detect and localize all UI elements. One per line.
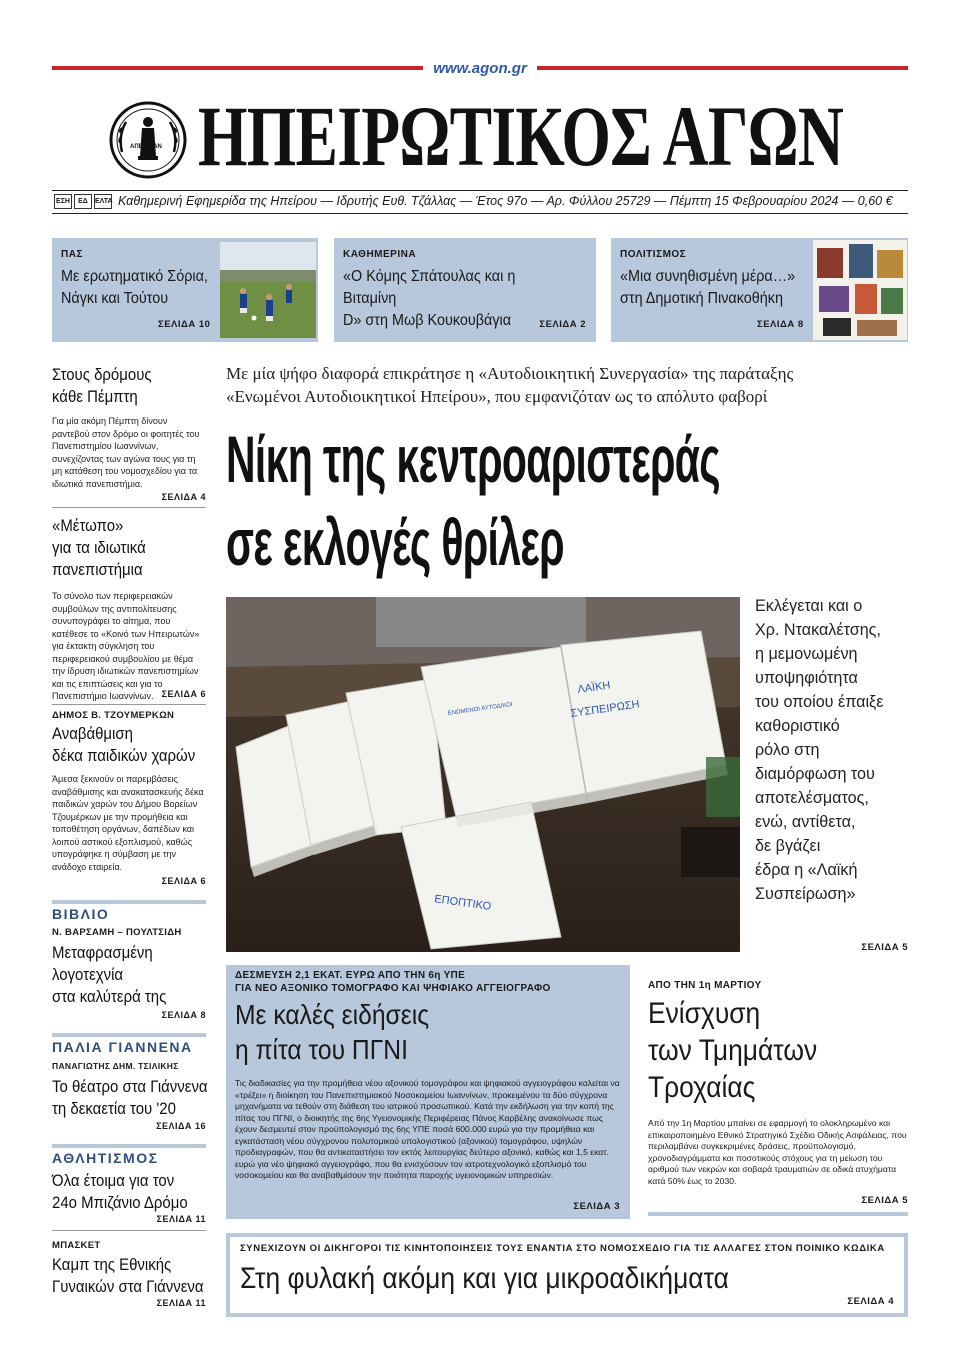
traffic-divider bbox=[648, 1212, 908, 1216]
photo-label-enomenoi: ΕΝΩΜΕΝΟΙ ΑΥΤΟΔ/ΚΟΙ bbox=[447, 701, 513, 717]
teaser-kicker: ΚΑΘΗΜΕΡΙΝΑ bbox=[343, 249, 417, 260]
sidebar-s5-headline[interactable]: Το θέατρο στα Γιάννενα τη δεκαετία του '20 bbox=[52, 1077, 208, 1118]
sidebar-s3-body: Άμεσα ξεκινούν οι παρεμβάσεις αναβάθμισης και ανακατασκευής δέκα παιδικών χαρών του Δήμου Βορείων Τζουμέρκων με την προμήθεια και τοποθέτηση οργάνων, δαπέδων και λοιπού αστικού εξοπλισμού, καθώς υπογράφηκε η σύμβαση με την ανάδοχο εταιρεία. bbox=[52, 774, 204, 872]
sidebar-s3-headline[interactable]: Αναβάθμιση δέκα παιδικών χαρών bbox=[52, 724, 196, 765]
ed-logo-icon: ΕΔ bbox=[74, 194, 92, 209]
gallery-photo bbox=[813, 240, 907, 340]
sidebar-divider bbox=[52, 507, 206, 508]
bottom-kicker: ΣΥΝΕΧΙΖΟΥΝ ΟΙ ΔΙΚΗΓΟΡΟΙ ΤΙΣ ΚΙΝΗΤΟΠΟΙΗΣΕΙΣ ΤΟΥΣ ΕΝΑΝΤΙΑ ΣΤΟ ΝΟΜΟΣΧΕΔΙΟ ΓΙΑ ΤΙΣ ΑΛΛΑΓΕΣ ΣΤΟΝ ΠΟΙΝΙΚΟ ΚΩΔΙΚΑ bbox=[240, 1243, 885, 1254]
teaser-page: ΣΕΛΙΔΑ 2 bbox=[539, 319, 586, 330]
sidebar-divider bbox=[52, 1230, 206, 1231]
traffic-body: Από την 1η Μαρτίου μπαίνει σε εφαρμογή το ολοκληρωμένο και επικαιροποιημένο Εθνικό Στρατηγικό Σχέδιο Οδικής Ασφάλειας, που περιλαμβάνει συγκεκριμένες δράσεις, προϋπολογισμό, χρονοδιαγράμματα και ποσοτικούς στόχους για τη μείωση του αριθμού των νεκρών και σοβαρά τραυματιών σε οδικά ατυχήματα κατά 50% έως το 2030. bbox=[648, 1118, 907, 1186]
bottom-story[interactable] bbox=[226, 1233, 908, 1317]
traffic-headline[interactable]: Ενίσχυση των Τμημάτων Τροχαίας bbox=[648, 997, 818, 1104]
lead-headline[interactable]: Νίκη της κεντροαριστεράς σε εκλογές θρίλερ bbox=[226, 422, 720, 579]
sidebar-s3-page: ΣΕΛΙΔΑ 6 bbox=[161, 876, 206, 886]
sidebar-s4-page: ΣΕΛΙΔΑ 8 bbox=[161, 1010, 206, 1020]
sidebar-s7-page: ΣΕΛΙΔΑ 11 bbox=[156, 1298, 206, 1308]
esh-logo-icon: ΕΣΗ bbox=[54, 194, 72, 209]
sidebar-s1-page: ΣΕΛΙΔΑ 4 bbox=[161, 492, 206, 502]
pita-body: Τις διαδικασίες για την προμήθεια νέου αξονικού τομογράφου και ψηφιακού αγγειογράφου καλείται να «τρέξει» η διοίκηση του Πανεπιστημιακού Νοσοκομείου Ιωαννίνων, προκειμένου τα δύο σύγχρονα μηχανήματα να τεθούν στη διάθεση του ιατρικού προσωπικού. Κατά την εκδήλωση για την κοπή της πίτας του ΠΓΝΙ, ο διοικητής της 6ης Υγειονομικής Περιφέρειας Πάνος Καρβέλης ανακοίνωσε πως έχουν δεσμευτεί στον προϋπολογισμό της 6ης ΥΠΕ ποσά 600.000 ευρώ για την προμήθεια και εγκατάσταση νέου σύγχρονου πολυτομικού υπολογιστικού (αξονικού) τομογράφου, υψηλών προδιαγραφών, που θα αντικαταστήσει τον εκτός λειτουργίας δεύτερο αξονικό, καθώς και 1,5 εκατ. ευρώ για νέο ψηφιακό αγγειογράφο, που θα ενισχύσουν τον ιατροτεχνολογικό εξοπλισμό του νοσοκομείου και θα αναβαθμίσουν την ποιότητα παροχής υγειονομικών υπηρεσιών. bbox=[235, 1078, 620, 1180]
sidebar-s4-headline[interactable]: Μεταφρασμένη λογοτεχνία στα καλύτερά της bbox=[52, 943, 167, 1006]
bottom-headline: Στη φυλακή ακόμη και για μικροαδικήματα bbox=[240, 1262, 729, 1295]
info-line-text: Καθημερινή Εφημερίδα της Ηπείρου — Ιδρυτής Ευθ. Τζάλλας — Έτος 97ο — Αρ. Φύλλου 25729 — Πέμπτη 15 Φεβρουαρίου 2024 — 0,60 € bbox=[118, 194, 893, 208]
sidebar-s1-body: Για μία ακόμη Πέμπτη δίνουν ραντεβού στον δρόμο οι φοιτητές του Πανεπιστημίου Ιωαννίνων, συνεχίζοντας των αγώνα τους για τη μη κατάθεση του νομοσχεδίου για τα ιδιωτικά πανεπιστήμια. bbox=[52, 416, 200, 489]
elta-logo-icon: ΕΛΤΑ bbox=[94, 194, 112, 209]
pita-story[interactable] bbox=[226, 965, 630, 1219]
emblem-label: ΑΠΕ ΡΙΤΑΝ bbox=[130, 144, 162, 150]
teaser-page: ΣΕΛΙΔΑ 10 bbox=[158, 319, 211, 330]
pita-kicker: ΔΕΣΜΕΥΣΗ 2,1 ΕΚΑΤ. ΕΥΡΩ ΑΠΟ ΤΗΝ 6η ΥΠΕ ΓΙΑ ΝΕΟ ΑΞΟΝΙΚΟ ΤΟΜΟΓΡΑΦΟ ΚΑΙ ΨΗΦΙΑΚΟ ΑΓΓΕΙΟΓΡΑΦΟ bbox=[235, 970, 551, 994]
football-photo bbox=[220, 242, 316, 338]
lead-page: ΣΕΛΙΔΑ 5 bbox=[861, 942, 908, 953]
teaser-kicker: ΠΟΛΙΤΙΣΜΟΣ bbox=[620, 249, 687, 260]
sidebar-s3-kicker: ΔΗΜΟΣ Β. ΤΖΟΥΜΕΡΚΩΝ bbox=[52, 710, 175, 721]
section-athlitismos: ΑΘΛΗΤΙΣΜΟΣ bbox=[52, 1144, 206, 1166]
sidebar-s2-body: Το σύνολο των περιφερειακών συμβούλων της αντιπολίτευσης συνυπογράφει το αίτημα, που κατέθεσε το «Κοινό των Ηπειρωτών» για έκτακτη σύγκληση του περιφερειακού συμβουλίου με θέμα την ίδρυση ιδιωτικών πανεπιστημίων και τις επιπτώσεις και για το Πανεπιστήμιο Ιωαννίνων. bbox=[52, 591, 200, 701]
teaser-kicker: ΠΑΣ bbox=[61, 249, 83, 260]
newspaper-emblem-icon bbox=[108, 100, 188, 180]
sidebar-s5-kicker: ΠΑΝΑΓΙΩΤΗΣ ΔΗΜ. ΤΣΙΛΙΚΗΣ bbox=[52, 1061, 179, 1071]
bottom-page: ΣΕΛΙΔΑ 4 bbox=[847, 1296, 894, 1307]
teaser-pas[interactable] bbox=[52, 238, 318, 342]
teaser-headline: Με ερωτηματικό Σόρια, Νάγκι και Τούτου bbox=[61, 268, 208, 307]
sidebar-s2-page: ΣΕΛΙΔΑ 6 bbox=[161, 689, 206, 699]
sidebar-s6-headline[interactable]: Όλα έτοιμα για τον 24ο Μπιζάνιο Δρόμο bbox=[52, 1171, 188, 1212]
sidebar-s7-kicker: ΜΠΑΣΚΕΤ bbox=[52, 1240, 101, 1251]
sidebar-s6-page: ΣΕΛΙΔΑ 11 bbox=[156, 1214, 206, 1224]
sidebar-s1-headline[interactable]: Στους δρόμους κάθε Πέμπτη bbox=[52, 365, 152, 406]
sidebar-s2-headline[interactable]: «Μέτωπο» για τα ιδιωτικά πανεπιστήμια bbox=[52, 516, 146, 579]
publisher-logos bbox=[54, 194, 112, 209]
masthead-title: ΗΠΕΙΡΩΤΙΚΟΣ ΑΓΩΝ bbox=[198, 88, 844, 184]
lead-deck: Με μία ψήφο διαφορά επικράτησε η «Αυτοδιοικητική Συνεργασία» της παράταξης «Ενωμένοι Αυτοδιοικητικοί Ηπείρου», που εμφανιζόταν ως το απόλυτο φαβορί bbox=[226, 364, 794, 406]
teaser-page: ΣΕΛΙΔΑ 8 bbox=[757, 319, 804, 330]
info-line bbox=[52, 190, 908, 214]
photo-label-laiki: ΛΑΪΚΗ bbox=[576, 679, 612, 696]
teaser-headline: «Μια συνηθισμένη μέρα…» στη Δημοτική Πινακοθήκη bbox=[620, 268, 796, 307]
sidebar-s5-page: ΣΕΛΙΔΑ 16 bbox=[156, 1121, 206, 1131]
sidebar-divider bbox=[52, 704, 206, 705]
teaser-kathimerina[interactable] bbox=[334, 238, 596, 342]
section-palia-giannena: ΠΑΛΙΑ ΓΙΑΝΝΕΝΑ bbox=[52, 1033, 206, 1055]
sidebar-s7-headline[interactable]: Καμπ της Εθνικής Γυναικών στα Γιάννενα bbox=[52, 1255, 204, 1296]
teaser-politismos[interactable] bbox=[611, 238, 908, 342]
section-vivlio: ΒΙΒΛΙΟ bbox=[52, 900, 206, 922]
traffic-kicker: ΑΠΟ ΤΗΝ 1η ΜΑΡΤΙΟΥ bbox=[648, 980, 762, 991]
photo-label-syspeirosi: ΣΥΣΠΕΙΡΩΣΗ bbox=[569, 698, 641, 720]
photo-label-epoptiko: ΕΠΟΠΤΙΚΟ bbox=[433, 893, 492, 913]
sidebar-s4-kicker: Ν. ΒΑΡΣΑΜΗ – ΠΟΥΛΤΣΙΔΗ bbox=[52, 927, 182, 938]
pita-headline: Με καλές ειδήσεις η πίτα του ΠΓΝΙ bbox=[235, 999, 430, 1065]
lead-photo-caption: Εκλέγεται και ο Χρ. Ντακαλέτσης, η μεμονωμένη υποψηφιότητα του οποίου έπαιξε καθοριστικό ρόλο στη διαμόρφωση του αποτελέσματος, ενώ, αντίθετα, δε βγάζει έδρα η «Λαϊκή Συσπείρωση» bbox=[755, 596, 884, 903]
traffic-page: ΣΕΛΙΔΑ 5 bbox=[861, 1195, 908, 1206]
teaser-headline: «Ο Κόμης Σπάτουλας και η Βιταμίνη D» στη Μωβ Κουκουβάγια bbox=[343, 268, 516, 329]
pita-page: ΣΕΛΙΔΑ 3 bbox=[573, 1201, 620, 1212]
website-url[interactable]: www.agon.gr bbox=[0, 60, 960, 77]
ballot-papers-photo bbox=[226, 597, 740, 952]
